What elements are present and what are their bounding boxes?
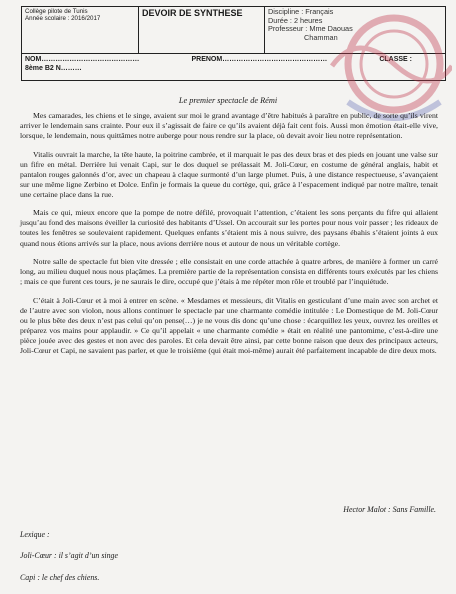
text-title: Le premier spectacle de Rémi <box>178 96 278 105</box>
paragraph-3: Mais ce qui, mieux encore que la pompe de notre défilé, provoquait l’attention, c’étaient les sons perçants du fifre qui allaient jusqu’au fond des maisons éveiller la curiosité des habitants d’Ussel. On accourait sur les portes pour nous voir passer ; les rideaux de toutes les fenêtres se soulevaient rapidement. Quelques enfants s’étaient mis à nous suivre, des paysans ébahis s’étaient joints à eux quand nous étions arrivés sur la place, nous avions derrière nous et autour de nous un véritable cortège. <box>20 208 438 248</box>
school-name: Collège pilote de Tunis <box>25 8 88 15</box>
lexique-title: Lexique : <box>20 530 50 539</box>
discipline: Discipline : Français <box>268 7 334 16</box>
passage <box>20 111 438 364</box>
school-cell <box>22 7 139 54</box>
classe-label: CLASSE : <box>379 56 412 63</box>
lexique-item-joli-coeur: Joli-Cœur : il s’agit d’un singe <box>20 551 118 561</box>
teacher: Professeur : Mme Daouas <box>268 24 353 34</box>
paragraph-5: C’était à Joli-Cœur et à moi à entrer en scène. « Mesdames et messieurs, dit Vitalis en gesticulant d’une main avec son archet et de l’autre avec son violon, nous allons continuer le spectacle par une charmante comédie intitulée : Le Domestique de M. Joli-Cœur ou le plus bête des deux n’est pas celui qu’on pense(…) je ne vous dis donc qu’une chose : écarquillez les yeux, ouvrez les oreilles et préparez vos mains pour applaudir. » Ce qu’il appelait « une charmante comédie » était en réalité une pantomime, c’est-à-dire une pièce jouée avec des gestes et non avec des paroles. Et cela devait être ainsi, par cette bonne raison que deux des principaux acteurs, Joli-Cœur et Capi, ne savaient pas parler, et que le troisième (qui était moi-même) aurait été parfaitement incapable de dire deux mots. <box>20 295 438 355</box>
teacher-continued: Chamman <box>304 32 338 42</box>
paragraph-4: Notre salle de spectacle fut bien vite dressée ; elle consistait en une corde attachée à quatre arbres, de manière à former un carré long, au milieu duquel nous nous plaçâmes. La première partie de la représentation consista en différents tours exécutés par les chiens ; mais ce que furent ces tours, je ne saurais le dire, occupé que j’étais à me répéter mon rôle et troublé par l’inquiétude. <box>20 257 438 287</box>
class-code: 8ème B2 N……… <box>25 65 82 72</box>
prenom-label: PRENOM……………………………………… <box>191 56 328 63</box>
lexique-section <box>20 530 118 594</box>
paragraph-2: Vitalis ouvrait la marche, la tête haute, la poitrine cambrée, et il marquait le pas des deux bras et des pieds en jouant une valse sur un fifre en métal. Derrière lui venait Capi, sur le dos duquel se prélassait M. Joli-Cœur, en costume de général anglais, habit et pantalon rouges galonnés d’or, avec un chapeau à claque surmonté d’un large plumet. Puis, à une distance respectueuse, s’avançaient sur une même ligne Zerbino et Dolce. Enfin je formais la queue du cortège, qui, grâce à l’espacement indiqué par notre maître, tenait une certaine place dans la rue. <box>20 149 438 199</box>
paragraph-1: Mes camarades, les chiens et le singe, avaient sur moi le grand avantage d’être habitués à paraître en public, de sorte qu’ils virent arriver le lendemain sans crainte. Pour eux il s’agissait de faire ce qu’ils avaient déjà fait cent fois. Aussi mon émotion était-elle vive, lorsque, le lendemain, nous quittâmes notre auberge pour nous rendre sur la place, où devait avoir lieu notre représentation. <box>20 111 438 141</box>
author-citation: Hector Malot : Sans Famille. <box>343 505 436 514</box>
duration: Durée : 2 heures <box>268 15 323 25</box>
lexique-item-capi: Capi : le chef des chiens. <box>20 572 100 582</box>
school-year: Année scolaire : 2016/2017 <box>25 15 101 23</box>
nom-label: NOM…………………………………… <box>25 56 140 63</box>
exam-title: DEVOIR DE SYNTHESE <box>139 7 265 54</box>
